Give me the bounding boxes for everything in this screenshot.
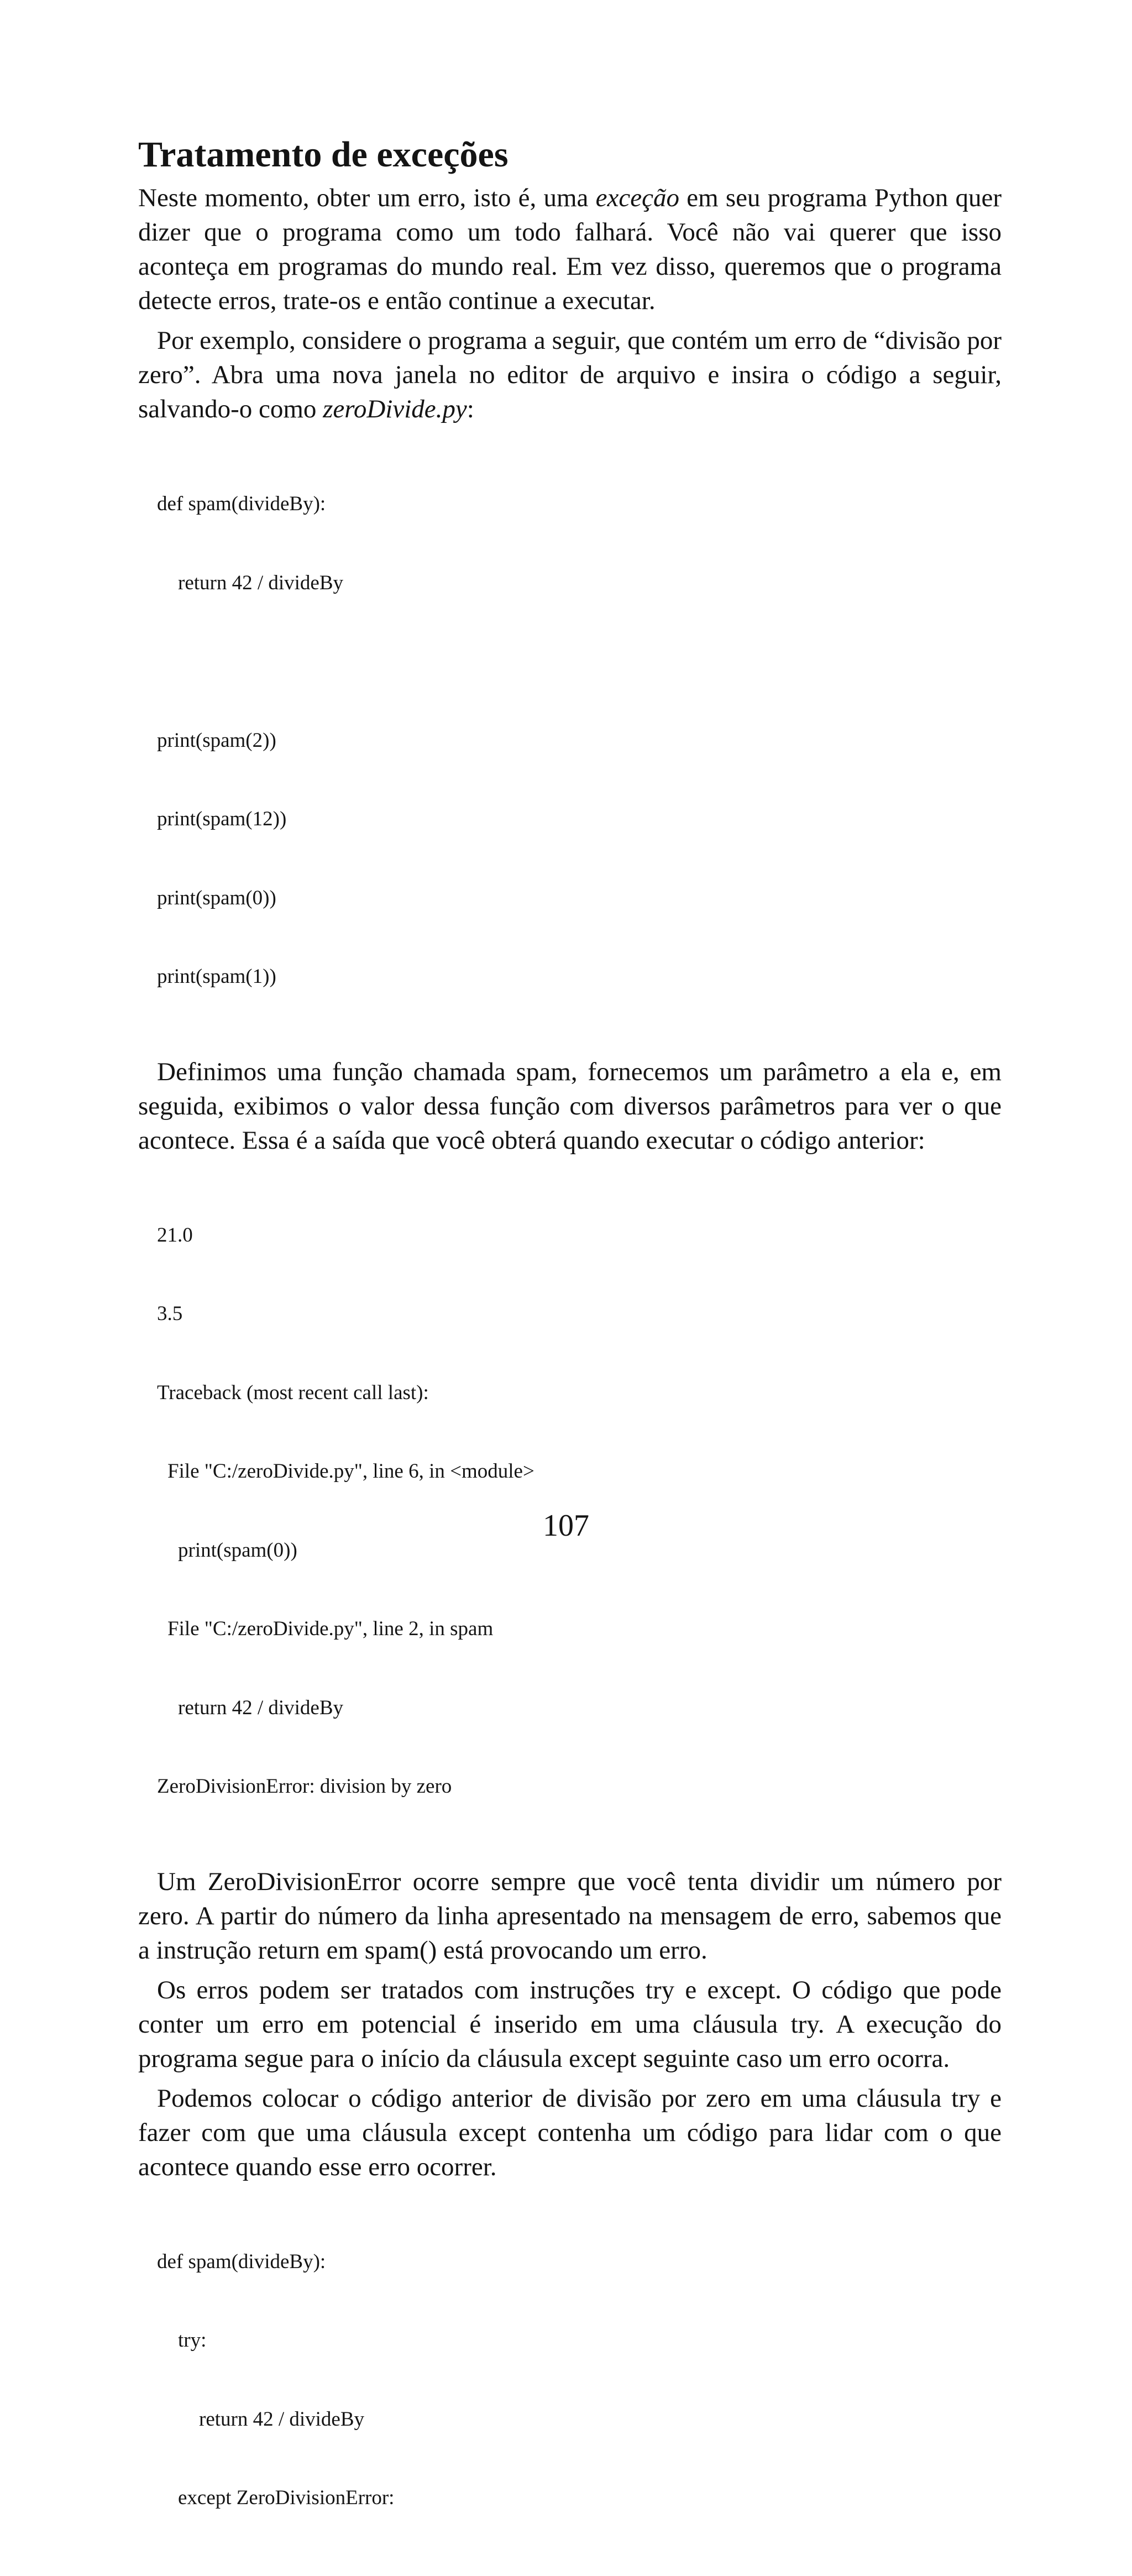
output-line: File "C:/zeroDivide.py", line 6, in <module> <box>167 1460 534 1483</box>
output-line: print(spam(0)) <box>178 1538 297 1562</box>
code-line: return 42 / divideBy <box>178 571 344 594</box>
code-line: return 42 / divideBy <box>199 2407 365 2431</box>
output-line: 3.5 <box>157 1302 183 1326</box>
paragraph-example-filename: zeroDivide.py <box>323 395 467 424</box>
output-line: 21.0 <box>157 1223 193 1247</box>
paragraph-intro-emphasis: exceção <box>595 184 679 213</box>
paragraph-intro <box>138 181 1002 318</box>
paragraph-definition: Definimos uma função chamada spam, fornecemos um parâmetro a ela e, em seguida, exibimos o valor dessa função com diversos parâmetros para ver o que acontece. Essa é a saída que você obterá quando executar o código anterior: <box>138 1057 1002 1155</box>
code-block-try-except <box>157 2196 1002 2564</box>
page-number: 107 <box>543 1509 589 1543</box>
code-block-zero-divide <box>157 438 1002 1043</box>
paragraph-try-clause: Podemos colocar o código anterior de divisão por zero em uma cláusula try e fazer com que uma cláusula except contenha um código para lidar com o que acontece quando esse erro ocorrer. <box>138 2083 1002 2181</box>
page-content <box>138 133 1002 2576</box>
paragraph-zero-division-error: Um ZeroDivisionError ocorre sempre que você tenta dividir um número por zero. A partir do número da linha apresentado na mensagem de erro, sabemos que a instrução return em spam() está provocando um erro. <box>138 1867 1002 1965</box>
code-line: print(spam(2)) <box>157 729 276 752</box>
code-line: def spam(divideBy): <box>157 2250 326 2273</box>
code-line: try: <box>178 2329 207 2352</box>
code-line <box>157 648 1002 675</box>
code-line: def spam(divideBy): <box>157 493 326 516</box>
paragraph-example-text-b: : <box>467 395 474 424</box>
output-line: return 42 / divideBy <box>178 1696 344 1719</box>
output-line: Traceback (most recent call last): <box>157 1381 429 1404</box>
paragraph-example <box>138 323 1002 426</box>
paragraph-example-text-a: Por exemplo, considere o programa a seguir, que contém um erro de “divisão por zero”. Abra uma nova janela no editor de arquivo e insira o código a seguir, salvando-o como <box>138 326 1002 424</box>
code-line: print(spam(0)) <box>157 886 276 909</box>
paragraph-try-except: Os erros podem ser tratados com instruções try e except. O código que pode conter um erro em potencial é inserido em uma cláusula try. A execução do programa segue para o início da cláusula except seguinte caso um erro ocorra. <box>138 1975 1002 2073</box>
code-line: except ZeroDivisionError: <box>178 2486 395 2510</box>
code-line: print(spam(1)) <box>157 965 276 988</box>
section-title: Tratamento de exceções <box>138 134 509 175</box>
output-line: File "C:/zeroDivide.py", line 2, in spam <box>167 1617 494 1641</box>
code-line: print(spam(12)) <box>157 808 287 831</box>
paragraph-intro-text-b: em seu programa Python quer dizer que o programa como um todo falhará. Você não vai querer que isso aconteça em programas do mundo real. Em vez disso, queremos que o programa detecte erros, trate-os e então continue a executar. <box>138 184 1002 316</box>
output-line: ZeroDivisionError: division by zero <box>157 1775 452 1798</box>
paragraph-intro-text-a: Neste momento, obter um erro, isto é, uma <box>138 184 596 213</box>
